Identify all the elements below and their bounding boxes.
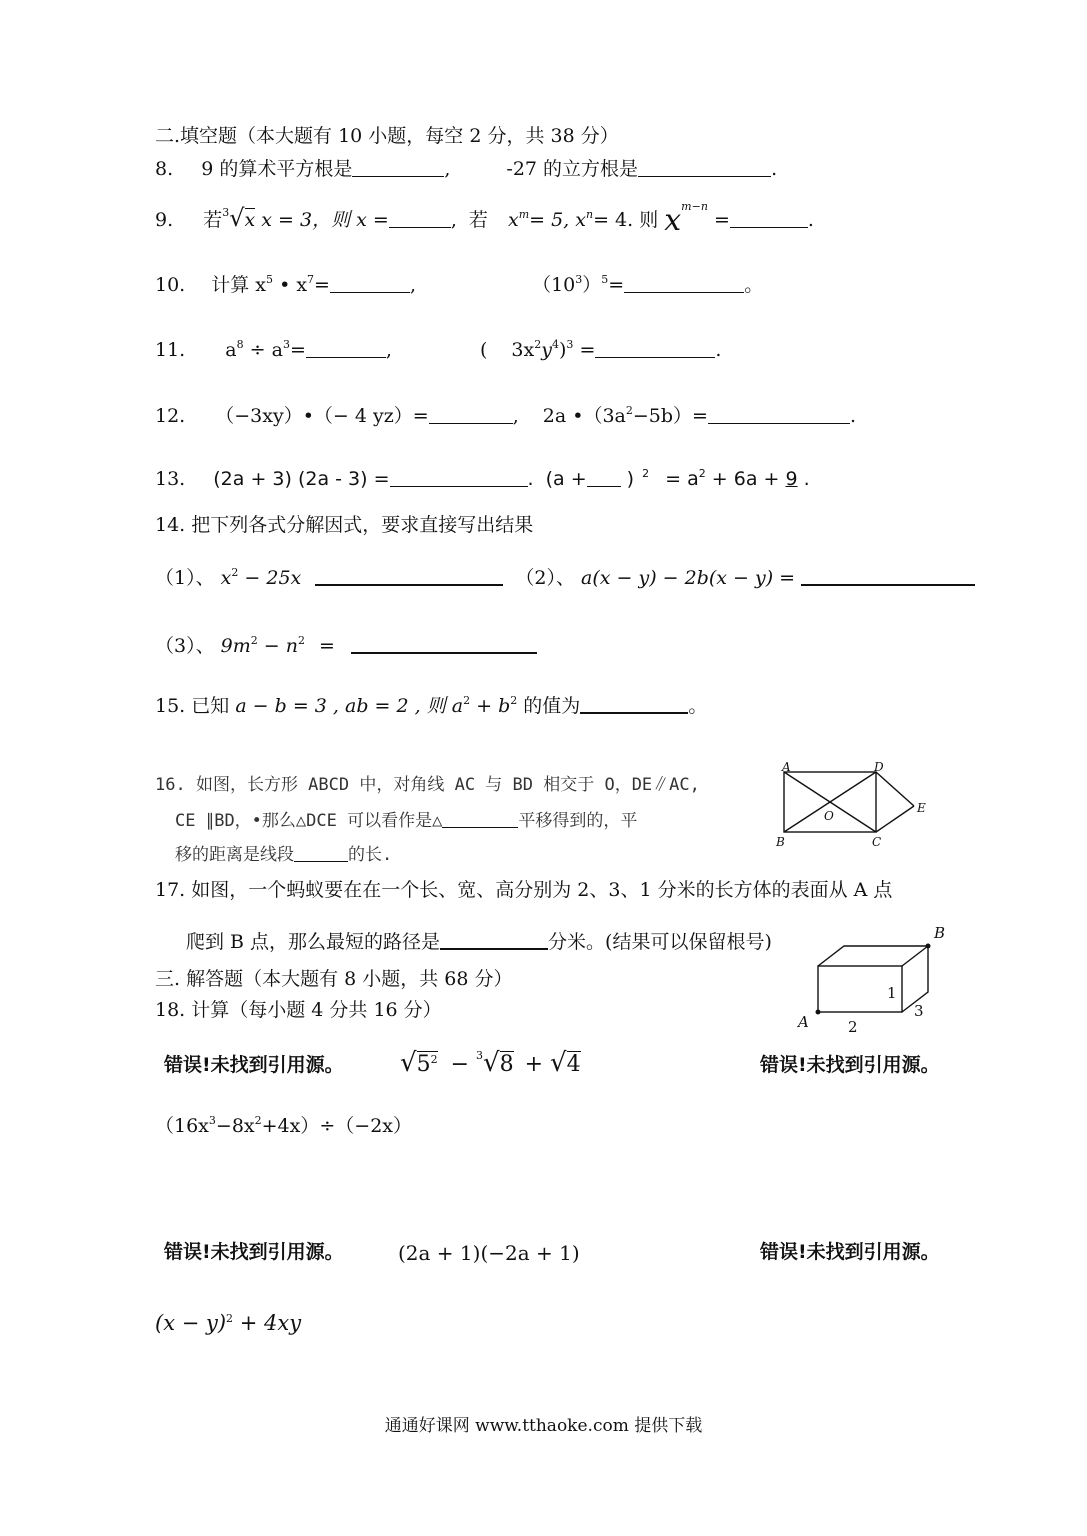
q13-b3: = a [665,468,699,490]
question-14-part-1-2 [155,566,975,588]
error-ref-1: 错误!未找到引用源。 [164,1054,344,1076]
q13-b-exp2: 2 [698,467,706,480]
q8-blank-a[interactable] [352,158,444,177]
q11-b3: y [541,339,552,361]
q10-b-exp1: 3 [575,273,583,286]
calc1-plus: + [524,1052,544,1077]
q11-blank-a[interactable] [306,339,386,358]
q13-b5: 9 [785,468,798,490]
calc1-radicand-1: $5^2$ [416,1052,438,1077]
q15-a: 15. 已知 [155,695,230,717]
question-15 [155,694,707,716]
q15-b: a − b = 3 , ab = 2 , 则 a [235,695,464,717]
q12-blank-b[interactable] [708,405,850,424]
q9-eq1: x = 3，则 [261,209,351,231]
q14-p3-exp1: 2 [250,634,258,647]
question-14-part-3 [155,634,537,656]
q9-number: 9. [155,209,174,231]
q13-b4: + 6a + [711,468,780,490]
q12-b2: −5b）= [632,405,708,427]
calc4-a: (x − y) [155,1311,227,1335]
q10-a2: • x [279,274,308,296]
q9-exp-n: n [585,208,594,221]
question-12: 12. （−3xy）•（− 4 yz）= , 2a $•(3a^2-5b)=$ . [155,404,857,427]
fig17-label-a: A [798,1013,809,1031]
q16-blank-b[interactable] [294,843,348,862]
q12-b-exp: 2 [625,404,633,417]
section-3-title: 三. 解答题（本大题有 8 小题，共 68 分） [155,968,513,990]
calc-2-expression [155,1114,413,1137]
fig17-label-width: 3 [914,1002,924,1020]
q9-eq3: = 4. 则 [593,209,659,231]
q13-number: 13. [155,468,186,490]
q14-p3-exp2: 2 [298,634,305,647]
q9-if: 若 [203,209,223,231]
q14-p3-expr3: = [319,635,335,657]
q13-b2: ) [626,468,635,490]
fig16-label-d: D [874,762,884,774]
figure-16-rectangle [772,762,942,852]
q10-b: （10 [532,274,576,296]
fig17-label-length: 2 [848,1018,858,1036]
q14-blank-3[interactable] [351,634,537,654]
q16-blank-a[interactable] [442,809,518,828]
fig16-line-de [876,772,914,806]
question-14-title: 14. 把下列各式分解因式，要求直接写出结果 [155,514,534,536]
q15-end: 。 [688,695,708,717]
q13-b6: . [803,468,810,490]
q8-number: 8. [155,158,174,180]
q9-blank-b[interactable] [730,209,808,228]
fig16-label-a: A [782,762,791,774]
page-footer: 通通好课网 www.tthaoke.com 提供下载 [384,1416,703,1436]
q11-a-exp1: 8 [236,338,244,351]
q11-b-exp2: 4 [551,338,559,351]
question-11: 11. $a^8 \div a^3=$ , ( $3x^2y^4)^3$ = . [155,338,722,361]
q10-blank-a[interactable] [330,274,410,293]
q9-if-b: 若 [468,209,488,231]
calc-1-expression [400,1050,581,1076]
q13-blank-a[interactable] [390,468,528,487]
q10-b3: = [608,274,625,296]
q15-exp2: 2 [510,694,518,707]
figure-17-cuboid [792,920,952,1040]
q11-b5: = [579,339,596,361]
calc1-radicand-2: 8 [499,1052,514,1077]
q14-blank-2[interactable] [801,566,975,586]
q14-p2-expr: a(x − y) − 2b(x − y) = [581,567,796,589]
q14-p1-exp: 2 [231,566,239,579]
q11-b4: ) [558,339,567,361]
calc2-a: （16x [155,1115,209,1137]
fig16-label-o: O [824,809,834,823]
q11-b-exp3: 3 [566,338,574,351]
question-16-line-3 [175,843,392,864]
fig16-label-e: E [917,801,926,815]
q8-part-b: -27 的立方根是 [506,158,639,180]
error-ref-2: 错误!未找到引用源。 [760,1054,940,1076]
q14-p3-label: （3）、 [155,635,215,657]
q12-a: （−3xy）•（− 4 yz）= [215,405,429,427]
q12-number: 12. [155,405,186,427]
q17-l2b: 分米。(结果可以保留根号) [548,931,772,953]
q9-exp-mn: m−n [681,200,708,213]
calc-4-expression [155,1313,301,1334]
q15-c: + b [476,695,511,717]
q12-blank-a[interactable] [429,405,513,424]
question-17-line-1: 17. 如图，一个蚂蚁要在在一个长、宽、高分别为 2、3、1 分米的长方体的表面从 A 点 [155,879,893,901]
q16-l2b: 平移得到的，平 [518,811,638,831]
fig17-point-a [816,1010,821,1015]
question-16-line-2 [175,809,637,830]
q13-b-exp1: 2 [642,467,650,480]
calc1-root-sign-3: √ [550,1048,567,1078]
q9-big-x: x [664,203,682,238]
calc4-b: + 4xy [239,1311,302,1335]
q14-blank-1[interactable] [315,566,503,586]
calc2-b: −8x [215,1115,255,1137]
q16-l3a: 移的距离是线段 [175,845,294,865]
calc1-radicand-3: 4 [566,1052,581,1077]
calc4-exp: 2 [226,1312,234,1325]
question-8: 8. 9 的算术平方根是 , -27 的立方根是 . [155,158,778,180]
q10-b-exp2: 5 [601,273,609,286]
calc1-minus: − [450,1052,470,1077]
question-9: 9. 若$^3$√x x = 3，则 x = , 若 $x^m= 5$, $x^n= 4$. 则 $x^{m-n}$ = . [155,200,814,238]
q12-b: 2a •（3a [542,405,626,427]
q11-a2: ÷ a [249,339,283,361]
question-10: 10. 计算 $x^5$ • $x^7=$ , $(10^3)^5=$ 。 [155,273,764,296]
fig17-point-b [926,944,931,949]
q9-radicand: x [244,209,256,231]
q10-a-exp2: 7 [307,273,315,286]
q14-p1-label: （1）、 [155,567,215,589]
q16-l2a: CE ∥BD，•那么△DCE 可以看作是△ [175,811,443,831]
q10-a: 计算 x [211,274,267,296]
q15-exp1: 2 [463,694,471,707]
question-18-title: 18. 计算（每小题 4 分共 16 分） [155,999,442,1021]
q8-part-a: 9 的算术平方根是 [201,158,353,180]
calc2-exp1: 3 [208,1114,216,1127]
calc-3-expression: (2a + 1)(−2a + 1) [398,1241,580,1265]
q14-p3-expr2: − n [263,635,298,657]
calc1-root-sign-1: √ [400,1048,417,1078]
calc1-exp: 2 [430,1053,438,1066]
question-13: 13. (2a + 3) (2a - 3) = . (a + ) $^2 = a^2 + 6a + 9$ . [155,467,810,490]
q10-b2: ） [582,274,602,296]
q11-a: a [225,339,237,361]
fig16-label-c: C [872,835,882,849]
fig17-label-height: 1 [887,984,897,1002]
q11-b2: 3x [511,339,535,361]
q9-x-eq: x = [356,209,389,231]
fig16-label-b: B [776,835,785,849]
q9-cube-root-index: 3 [222,206,230,219]
section-2-title: 二.填空题（本大题有 10 小题，每空 2 分，共 38 分） [155,125,619,147]
question-17-line-2 [186,930,772,952]
q8-blank-b[interactable] [638,158,771,177]
q9-blank-a[interactable] [389,209,451,228]
q14-p1-expr2: − 25x [244,567,302,589]
q11-b-exp1: 2 [534,338,542,351]
q11-b: ( [479,339,488,361]
q9-eq4: = [713,209,730,231]
q11-a3: = [289,339,306,361]
q9-eq2: = 5, x [529,209,586,231]
q9-radical-sign: √ [229,204,245,232]
question-16-line-1: 16. 如图，长方形 ABCD 中，对角线 AC 与 BD 相交于 O，DE∥AC, [155,775,700,795]
calc2-c: +4x）÷（−2x） [261,1115,413,1137]
q11-number: 11. [155,339,186,361]
q10-end: 。 [744,274,764,296]
error-ref-3: 错误!未找到引用源。 [164,1241,344,1263]
calc1-cube-index: 3 [476,1049,484,1062]
q14-p1-expr: x [220,567,232,589]
q17-l2a: 爬到 B 点，那么最短的路径是 [186,931,441,953]
q16-l3b: 的长. [348,845,393,865]
q9-exp-m: m [518,208,530,221]
fig16-line-ce [876,806,914,832]
q14-p3-expr: 9m [220,635,251,657]
error-ref-4: 错误!未找到引用源。 [760,1241,940,1263]
calc2-exp2: 2 [254,1114,262,1127]
q13-a: (2a + 3) (2a - 3) = [213,468,390,490]
q15-d: 的值为 [523,695,581,717]
fig17-label-b: B [934,924,946,942]
q13-b: (a + [545,468,587,490]
q10-blank-b[interactable] [624,274,744,293]
q13-blank-b[interactable] [587,468,621,487]
calc1-root-sign-2: √ [483,1048,500,1078]
q9-xm: x [507,209,519,231]
q10-number: 10. [155,274,186,296]
q10-a-exp1: 5 [266,273,274,286]
q14-p2-label: （2）、 [515,567,575,589]
q10-a3: = [314,274,330,296]
q11-blank-b[interactable] [595,339,715,358]
q17-blank[interactable] [440,930,548,950]
q15-blank[interactable] [580,694,688,714]
q11-a-exp2: 3 [282,338,290,351]
fig17-top-face [818,946,928,966]
